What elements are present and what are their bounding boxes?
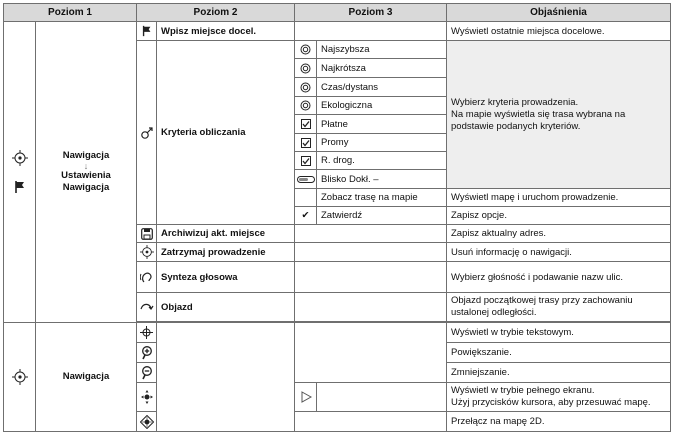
archive-desc: Zapisz aktualny adres. [447,225,671,243]
detour-label[interactable]: Objazd [157,293,295,322]
stop-guidance-desc: Usuń informację o nawigacji. [447,243,671,262]
detour-desc: Objazd początkowej trasy przy zachowaniu ustalonej odległości. [447,293,671,322]
empty-cell [157,323,295,432]
option-ecological[interactable]: Ekologiczna [317,97,447,115]
level1-icons-cell [4,22,36,323]
fullscreen-desc-line2: Użyj przycisków kursora, aby przesuwać mapę. [451,397,651,408]
navigation-settings-table [3,3,671,432]
flag-icon [137,22,157,41]
voice-label[interactable]: Synteza głosowa [157,262,295,293]
empty-cell [295,189,317,207]
level1-settings-label: Ustawienia Nawigacja [61,170,111,193]
route-criteria-icon [137,41,157,225]
empty-cell [295,225,447,243]
header-explanations: Objaśnienia [447,4,671,22]
radio-button-icon[interactable] [295,41,317,59]
zoom-in-icon[interactable] [137,343,157,363]
empty-cell [317,383,447,412]
header-row [4,4,671,22]
view-route-desc: Wyświetl mapę i uruchom prowadzenie. [447,189,671,207]
zoom-out-icon[interactable] [137,363,157,383]
checkbox-icon[interactable] [295,152,317,170]
play-icon[interactable] [295,383,317,412]
fullscreen-desc-line1: Wyświetl w trybie pełnego ekranu. [451,385,595,396]
empty-cell [295,293,447,322]
calc-criteria-desc [447,41,671,189]
empty-cell [295,323,447,383]
radio-button-icon[interactable] [295,97,317,115]
navigation-icon [4,150,35,166]
save-icon [137,225,157,243]
empty-cell [295,412,447,432]
option-toll[interactable]: Płatne [317,115,447,134]
calc-criteria-desc-line1: Wybierz kryteria prowadzenia. [451,96,579,108]
option-fastest[interactable]: Najszybsza [317,41,447,59]
archive-label[interactable]: Archiwizuj akt. miejsce [157,225,295,243]
option-time-distance[interactable]: Czas/dystans [317,78,447,97]
check-icon: ✔ [295,207,317,225]
zoom-in-desc: Powiększanie. [447,343,671,363]
calc-criteria-desc-line2: Na mapie wyświetla się trasa wybrana na podstawie podanych kryteriów. [451,108,626,132]
text-mode-desc: Wyświetl w trybie tekstowym. [447,323,671,343]
calc-criteria-label[interactable]: Kryteria obliczania [157,41,295,225]
radio-button-icon[interactable] [295,59,317,78]
level1-nav-label: Nawigacja [62,150,110,161]
empty-cell [295,22,447,41]
map-2d-desc: Przełącz na mapę 2D. [447,412,671,432]
navigation-icon [4,323,36,432]
table-row [4,22,671,41]
empty-cell [295,262,447,293]
table-row [4,323,671,343]
option-close-to[interactable]: Blisko Dokł. – [317,170,447,189]
enter-destination-desc: Wyświetl ostatnie miejsca docelowe. [447,22,671,41]
slider-icon[interactable] [295,170,317,189]
option-ferries[interactable]: Promy [317,134,447,152]
fullscreen-desc [447,383,671,412]
map-2d-icon[interactable] [137,412,157,432]
detour-icon [137,293,157,322]
stop-guidance-label[interactable]: Zatrzymaj prowadzenie [157,243,295,262]
header-level1: Poziom 1 [4,4,137,22]
flag-icon [4,180,35,194]
fullscreen-icon[interactable] [137,383,157,412]
confirm-label[interactable]: Zatwierdź [317,207,447,225]
header-level3: Poziom 3 [295,4,447,22]
view-route-label[interactable]: Zobacz trasę na mapie [317,189,447,207]
zoom-out-desc: Zmniejszanie. [447,363,671,383]
checkbox-icon[interactable] [295,134,317,152]
header-level2: Poziom 2 [137,4,295,22]
voice-desc: Wybierz głośność i podawanie nazw ulic. [447,262,671,293]
down-arrow-icon: ↓ [83,161,89,171]
radio-button-icon[interactable] [295,78,317,97]
crosshair-icon[interactable] [137,323,157,343]
confirm-desc: Zapisz opcje. [447,207,671,225]
settings-table-wrapper [3,3,671,432]
option-toll-roads[interactable]: R. drog. [317,152,447,170]
enter-destination-label[interactable]: Wpisz miejsce docel. [157,22,295,41]
section2-level1-label: Nawigacja [36,323,137,432]
empty-cell [295,243,447,262]
checkbox-icon[interactable] [295,115,317,134]
option-shortest[interactable]: Najkrótsza [317,59,447,78]
level1-nav-cell [36,22,137,323]
stop-guidance-icon [137,243,157,262]
voice-icon [137,262,157,293]
